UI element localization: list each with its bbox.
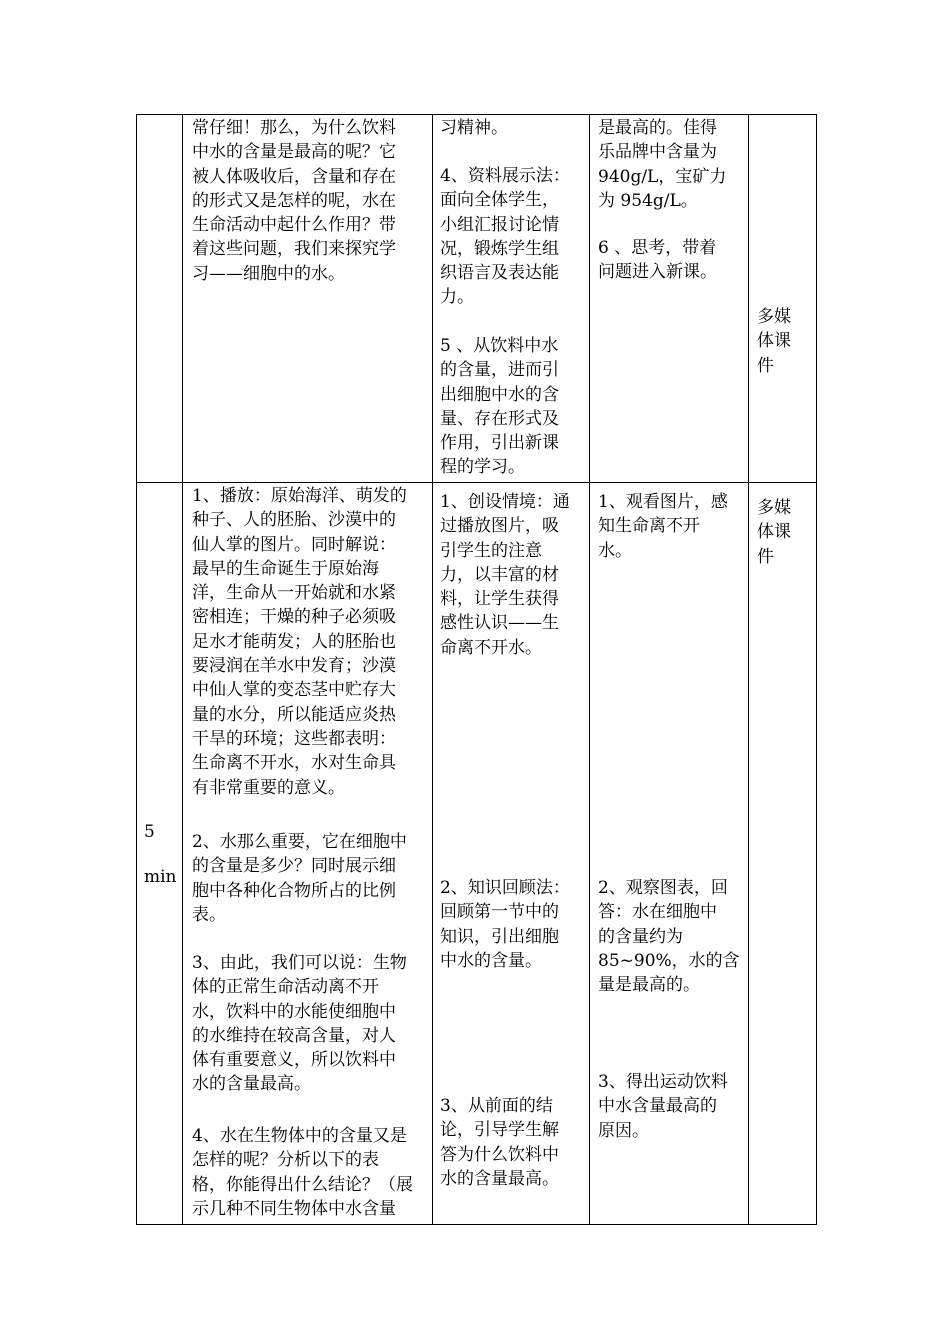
row1-design-para-2: 4、资料展示法： 面向全体学生， 小组汇报讨论情 况，锻炼学生组 织语言及表达能 力。 bbox=[440, 166, 570, 308]
row2-teacher-para-4: 4、水在生物体中的含量又是 怎样的呢？分析以下的表 格，你能得出什么结论？（展 示几种不同生物体中水含量 bbox=[192, 1126, 413, 1219]
row1-design-para-3: 5 、从饮料中水 的含量，进而引 出细胞中水的含 量、存在形式及 作用，引出新课 程的学习。 bbox=[440, 336, 559, 478]
row1-student-para-1: 是最高的。佳得 乐品牌中含量为 940g/L，宝矿力 为 954g/L。 bbox=[598, 118, 727, 211]
row1-design-para-1: 习精神。 bbox=[440, 118, 508, 138]
row2-time-unit: min bbox=[144, 867, 177, 887]
col-border-left bbox=[136, 114, 137, 1225]
table-top-border bbox=[136, 114, 817, 115]
col-border-teacher bbox=[432, 114, 433, 1225]
row1-media-text: 多媒 体课 件 bbox=[757, 307, 791, 376]
row1-media-cell bbox=[757, 305, 791, 378]
row1-student-para-2: 6 、思考，带着 问题进入新课。 bbox=[598, 238, 717, 283]
row2-media-cell bbox=[757, 496, 791, 569]
row2-student-para-3: 3、得出运动饮料 中水含量最高的 原因。 bbox=[598, 1072, 728, 1141]
table-bottom-border bbox=[136, 1224, 817, 1225]
col-border-time bbox=[182, 114, 183, 1225]
row2-student-para-2: 2、观察图表，回 答：水在细胞中 的含量约为 85~90%，水的含 量是最高的。 bbox=[598, 878, 740, 996]
row2-design-para-3: 3、从前面的结 论，引导学生解 答为什么饮料中 水的含量最高。 bbox=[440, 1096, 559, 1189]
col-border-design bbox=[589, 114, 590, 1225]
col-border-student bbox=[748, 114, 749, 1225]
row-divider bbox=[136, 482, 817, 483]
row2-student-para-1: 1、观看图片，感 知生命离不开 水。 bbox=[598, 492, 728, 561]
row2-design-para-1: 1、创设情境：通 过播放图片，吸 引学生的注意 力，以丰富的材 料，让学生获得 感性认识——生 命离不开水。 bbox=[440, 492, 570, 658]
row2-teacher-para-2: 2、水那么重要，它在细胞中 的含量是多少？同时展示细 胞中各种化合物所占的比例 表。 bbox=[192, 832, 407, 925]
col-border-right bbox=[816, 114, 817, 1225]
row2-media-text: 多媒 体课 件 bbox=[757, 498, 791, 567]
row2-design-para-2: 2、知识回顾法： 回顾第一节中的 知识，引出细胞 中水的含量。 bbox=[440, 878, 570, 971]
row2-teacher-para-3: 3、由此，我们可以说：生物 体的正常生命活动离不开 水，饮料中的水能使细胞中 的水维持在较高含量，对人 体有重要意义，所以饮料中 水的含量最高。 bbox=[192, 953, 407, 1095]
row1-teacher-cell bbox=[192, 116, 396, 286]
row2-teacher-para-1: 1、播放：原始海洋、萌发的 种子、人的胚胎、沙漠中的 仙人掌的图片。同时解说： 最早的生命诞生于原始海 洋，生命从一开始就和水紧 密相连；干燥的种子必须吸 足水才能萌发；人的胚胎也 要浸润在羊水中发育；沙漠 中仙人掌的变态茎中贮存大 量的水分，所以能适应炎热 干旱的环境；这些都表明： 生命离不开水，水对生命具 有非常重要的意义。 bbox=[192, 486, 407, 798]
row1-teacher-para-1: 常仔细！那么，为什么饮料 中水的含量是最高的呢？它 被人体吸收后，含量和存在 的形式又是怎样的呢，水在 生命活动中起什么作用？带 着这些问题，我们来探究学 习——细胞中的水。 bbox=[192, 118, 396, 284]
row2-time-number: 5 bbox=[144, 822, 155, 842]
